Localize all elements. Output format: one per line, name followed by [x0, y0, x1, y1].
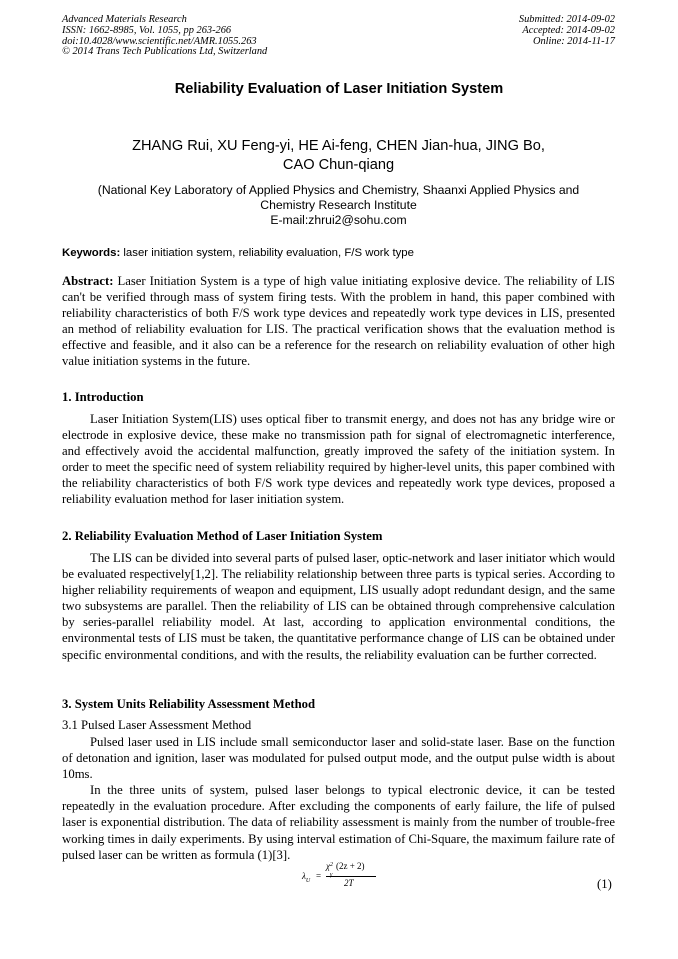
section-1-heading: 1. Introduction [62, 390, 144, 404]
formula-lhs [302, 871, 310, 884]
formula-denominator: 2T [344, 878, 354, 888]
affiliation-line-1: (National Key Laboratory of Applied Physics and Chemistry, Shaanxi Applied Physics and [97, 183, 580, 197]
formula-lhs-subscript: U [305, 877, 311, 884]
formula-chi-subscript: γ [329, 872, 333, 878]
formula-numerator [326, 861, 365, 878]
subsection-3-1-body [62, 734, 615, 863]
affiliation [62, 183, 615, 229]
formula-chi-argument: (2z + 2) [335, 861, 365, 871]
subsection-3-1-paragraph-1: Pulsed laser used in LIS include small semiconductor laser and solid-state laser. Base on the function of detonation and ignition, laser was modulated for pulsed output mode, and the output pulse width is about 10ms. [62, 735, 615, 782]
paper-title: Reliability Evaluation of Laser Initiation System [174, 81, 504, 97]
formula-equals: = [316, 871, 322, 881]
abstract-label: Abstract: [62, 274, 114, 288]
subsection-3-1-paragraph-2: In the three units of system, pulsed laser belongs to typical electronic device, it can be tested repeatedly in the evaluation procedure. After excluding the components of early failure, the life of pulsed laser is exponential distribution. The data of reliability assessment is mainly from the number of trouble-free working times in daily experiments. By using interval estimation of Chi-Square, the maximum failure rate of pulsed laser can be written as formula (1)[3]. [62, 783, 615, 862]
authors-line-1: ZHANG Rui, XU Feng-yi, HE Ai-feng, CHEN Jian-hua, JING Bo, [132, 138, 545, 154]
copyright-line: © 2014 Trans Tech Publications Ltd, Switzerland [62, 46, 268, 58]
formula-chi: χ [326, 861, 330, 871]
abstract [62, 273, 615, 370]
keywords-text: laser initiation system, reliability evaluation, F/S work type [120, 247, 414, 259]
section-2-heading: 2. Reliability Evaluation Method of Laser Initiation System [62, 529, 383, 543]
section-2-paragraph-1: The LIS can be divided into several parts of pulsed laser, optic-network and laser initiator which would be evaluated respectively[1,2]. The reliability relationship between three parts is typical series. According to higher reliability requirements of weapon and equipment, LIS usually adopt redundant design, and the same two subsystems are parallel. Then the reliability of LIS can be obtained through comprehensive calculation by series-parallel reliability model. At last, according to application environmental conditions, the environmental tests of LIS must be taken, the quantitative performance change of LIS can be obtained under specific environmental conditions, and with the results, the reliability evaluation can be further corrected. [62, 551, 615, 662]
online-date: Online: 2014-11-17 [532, 35, 615, 47]
formula-1 [300, 859, 390, 893]
formula-fraction-bar [326, 876, 376, 877]
journal-name: Advanced Materials Research [62, 14, 187, 25]
journal-header [62, 15, 267, 58]
dates-header [519, 15, 615, 47]
keywords [62, 247, 615, 259]
author-email: E-mail:zhrui2@sohu.com [270, 213, 407, 228]
submitted-date: Submitted: 2014-09-02 [518, 14, 615, 25]
formula-number: (1) [597, 877, 612, 891]
formula-lambda: λ [302, 871, 306, 881]
subsection-3-1-heading: 3.1 Pulsed Laser Assessment Method [62, 718, 252, 732]
issn-line: ISSN: 1662-8985, Vol. 1055, pp 263-266 [62, 24, 232, 36]
section-2-body [62, 550, 615, 663]
keywords-label: Keywords: [62, 247, 121, 259]
author-list [62, 137, 615, 174]
abstract-text: Laser Initiation System is a type of high value initiating explosive device. The reliability of LIS can't be verified through mass of system firing tests. With the problem in hand, this paper combined with reliability characteristics of both F/S work type devices and repeatedly work type devices in LIS, presented an method of reliability evaluation for LIS. The practical verification shows that the evaluation method is effective and feasible, and it also can be a reference for the research on reliability evaluation of other high value initiation systems in the future. [62, 274, 615, 369]
section-3-heading: 3. System Units Reliability Assessment Method [62, 697, 316, 711]
section-1-paragraph-1: Laser Initiation System(LIS) uses optical fiber to transmit energy, and does not has any bridge wire or electrode in explosive device, these make no transmission path for signal of electromagnetic interference, and effectively avoid the accidental malfunction, greatly improved the safety of the initiation system. In order to meet the specific need of system reliability required by higher-level units, this paper combined with the reliability characteristics of both F/S work type devices and repeatedly work type devices, proposed a reliability evaluation method for laser initiation system. [62, 412, 615, 507]
authors-line-2: CAO Chun-qiang [282, 156, 395, 173]
accepted-date: Accepted: 2014-09-02 [522, 24, 615, 36]
formula-chi-superscript: 2 [329, 862, 333, 868]
affiliation-line-2: Chemistry Research Institute [260, 198, 417, 213]
section-1-body [62, 411, 615, 508]
doi-line: doi:10.4028/www.scientific.net/AMR.1055.263 [62, 35, 257, 47]
